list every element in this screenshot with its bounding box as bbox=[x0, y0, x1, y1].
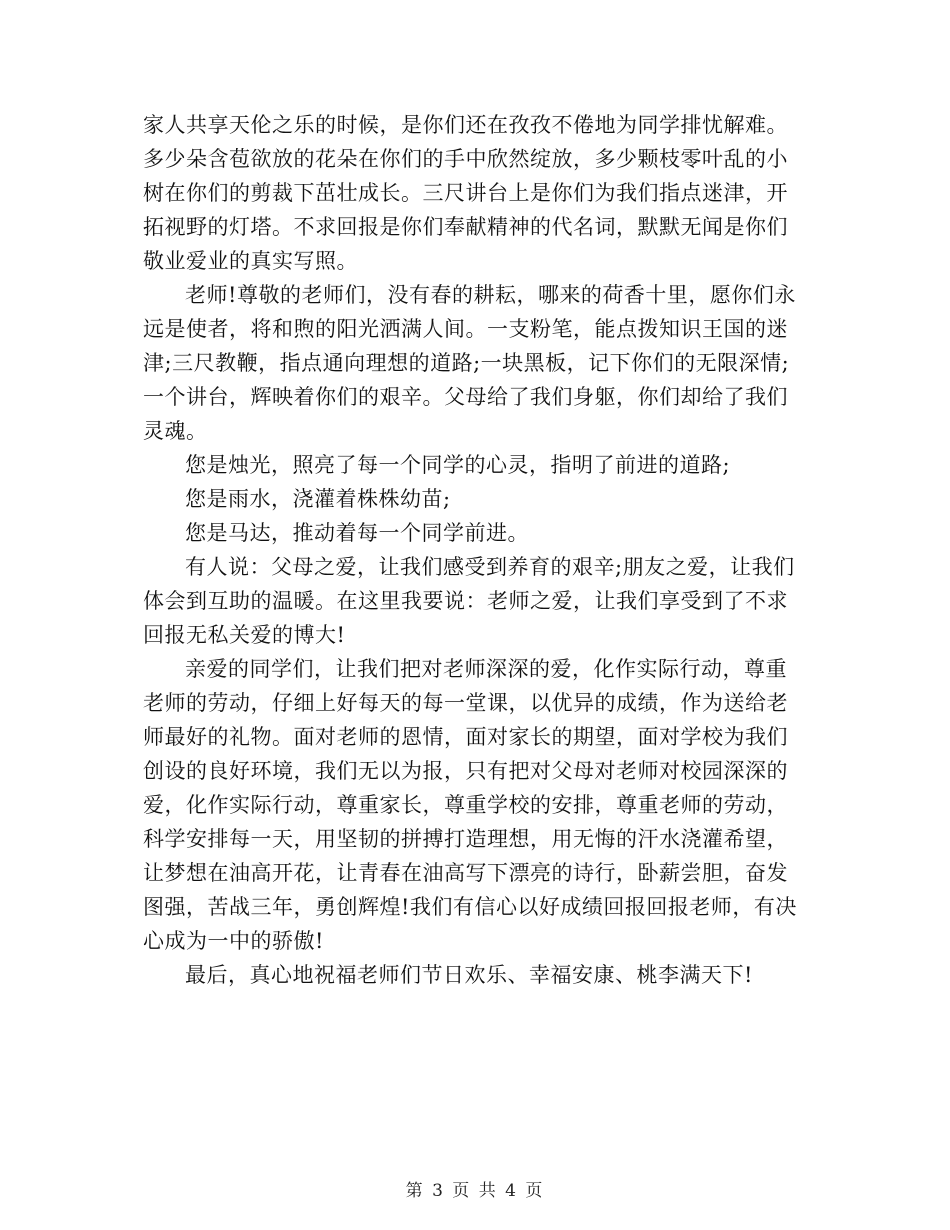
text-line: 有人说：父母之爱，让我们感受到养育的艰辛;朋友之爱，让我们 bbox=[185, 555, 795, 579]
text-line: 最后，真心地祝福老师们节日欢乐、幸福安康、桃李满天下! bbox=[185, 963, 753, 987]
text-line: 灵魂。 bbox=[143, 419, 208, 443]
text-line: 老师!尊敬的老师们，没有春的耕耘，哪来的荷香十里，愿你们永 bbox=[185, 283, 796, 307]
document-body bbox=[143, 108, 811, 992]
text-line: 远是使者，将和煦的阳光洒满人间。一支粉笔，能点拨知识王国的迷 bbox=[143, 317, 788, 341]
text-line: 让梦想在油高开花，让青春在油高写下漂亮的诗行，卧薪尝胆，奋发 bbox=[143, 861, 788, 885]
text-line: 心成为一中的骄傲! bbox=[143, 929, 324, 953]
text-line: 敬业爱业的真实写照。 bbox=[143, 249, 358, 273]
text-line: 创设的良好环境，我们无以为报，只有把对父母对老师对校园深深的 bbox=[143, 759, 788, 783]
text-line: 科学安排每一天，用坚韧的拼搏打造理想，用无悔的汗水浇灌希望， bbox=[143, 827, 788, 851]
text-line: 图强，苦战三年，勇创辉煌!我们有信心以好成绩回报回报老师，有决 bbox=[143, 895, 797, 919]
text-line: 津;三尺教鞭，指点通向理想的道路;一块黑板，记下你们的无限深情; bbox=[143, 351, 790, 375]
text-line: 师最好的礼物。面对老师的恩情，面对家长的期望，面对学校为我们 bbox=[143, 725, 788, 749]
text-line: 亲爱的同学们，让我们把对老师深深的爱，化作实际行动，尊重 bbox=[185, 657, 787, 681]
page-number-footer: 第 3 页 共 4 页 bbox=[405, 1181, 545, 1201]
text-line: 您是雨水，浇灌着株株幼苗; bbox=[185, 487, 451, 511]
text-line: 您是马达，推动着每一个同学前进。 bbox=[185, 521, 529, 545]
text-line: 树在你们的剪裁下茁壮成长。三尺讲台上是你们为我们指点迷津，开 bbox=[143, 181, 788, 205]
text-line: 拓视野的灯塔。不求回报是你们奉献精神的代名词，默默无闻是你们 bbox=[143, 215, 788, 239]
text-line: 一个讲台，辉映着你们的艰辛。父母给了我们身躯，你们却给了我们 bbox=[143, 385, 788, 409]
text-line: 体会到互助的温暖。在这里我要说：老师之爱，让我们享受到了不求 bbox=[143, 589, 788, 613]
text-line: 家人共享天伦之乐的时候，是你们还在孜孜不倦地为同学排忧解难。 bbox=[143, 113, 788, 137]
text-line: 老师的劳动，仔细上好每天的每一堂课，以优异的成绩，作为送给老 bbox=[143, 691, 788, 715]
text-line: 回报无私关爱的博大! bbox=[143, 623, 346, 647]
text-line: 爱，化作实际行动，尊重家长，尊重学校的安排，尊重老师的劳动， bbox=[143, 793, 788, 817]
text-line: 多少朵含苞欲放的花朵在你们的手中欣然绽放，多少颗枝零叶乱的小 bbox=[143, 147, 788, 171]
text-line: 您是烛光，照亮了每一个同学的心灵，指明了前进的道路; bbox=[185, 453, 731, 477]
